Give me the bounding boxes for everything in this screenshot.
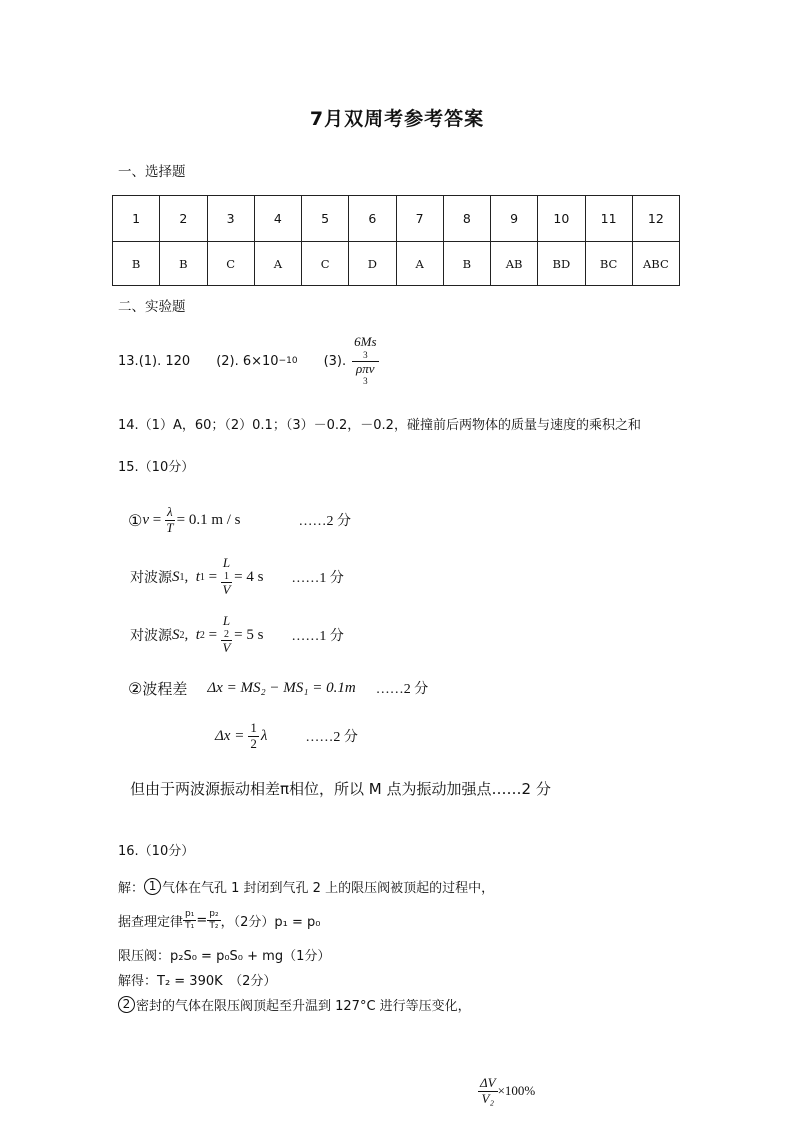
q16-ratio-suffix: ×100%	[497, 1083, 536, 1098]
q16-line2	[118, 903, 320, 937]
q15-s5-num: 1	[250, 719, 257, 735]
table-cell: 12	[632, 196, 679, 242]
q15-s3-points: ……1 分	[291, 629, 344, 644]
q15-s3-den: V	[222, 640, 231, 656]
table-cell: 5	[302, 196, 349, 242]
q15-s2-result: = 4 s	[234, 568, 264, 585]
q16-line3: 限压阀：p₂S₀ = p₀S₀ + mg（1分）	[118, 949, 331, 964]
table-cell: B	[113, 242, 160, 286]
q16-l1-prefix: 解：	[118, 881, 145, 896]
table-cell: 11	[585, 196, 632, 242]
q15-s3-t: t	[195, 626, 200, 643]
q15-s1-num: λ	[166, 503, 173, 519]
q15-s5-lhs: Δx =	[215, 727, 245, 744]
q15-s4-label: 波程差	[142, 679, 188, 698]
table-cell: 1	[113, 196, 160, 242]
q15-s1-result: = 0.1 m / s	[176, 511, 241, 528]
table-cell: 7	[396, 196, 443, 242]
q16-l2-suffix: ，（2分）p₁ = p₀	[220, 914, 321, 930]
q15-s2-points: ……1 分	[291, 571, 344, 586]
q16-l5-text: 密封的气体在限压阀顶起至升温到 127°C 进行等压变化，	[136, 999, 471, 1014]
q15-s3-source: S	[172, 626, 180, 643]
circled-one-marker: ①	[128, 510, 143, 530]
q15-s2-num-sub: 1	[224, 570, 229, 582]
q15-s2-den: V	[222, 582, 231, 598]
question-13	[118, 334, 379, 387]
q16-l2-f2-den: T₂	[209, 920, 219, 931]
q13-label: 13.	[118, 353, 139, 369]
table-cell: A	[396, 242, 443, 286]
q16-l2-f1-den: T₁	[185, 920, 195, 931]
section-experiment-heading: 二、实验题	[118, 299, 186, 315]
q16-l2-prefix: 据查理定律	[118, 914, 184, 930]
q15-conclusion: 但由于两波源振动相差π相位，所以 M 点为振动加强点……2 分	[130, 780, 551, 798]
table-cell: ABC	[632, 242, 679, 286]
q13-frac-den-exponent: 3	[363, 376, 368, 387]
table-cell: 6	[349, 196, 396, 242]
q16-ratio-num: ΔV	[480, 1074, 496, 1090]
table-cell: D	[349, 242, 396, 286]
table-cell: B	[160, 242, 207, 286]
q15-s3-prefix: 对波源	[130, 628, 172, 644]
table-cell: B	[443, 242, 490, 286]
q16-line4: 解得：T₂ = 390K （2分）	[118, 974, 277, 989]
table-cell: 10	[538, 196, 585, 242]
question-16-heading: 16.（10分）	[118, 844, 195, 859]
q13-frac-numerator: 6Ms	[354, 334, 377, 350]
q15-s5-fraction	[248, 721, 259, 752]
table-cell: 4	[254, 196, 301, 242]
table-cell: BC	[585, 242, 632, 286]
q15-s3-result: = 5 s	[234, 626, 264, 643]
table-cell: C	[302, 242, 349, 286]
q13-frac-denominator: ρπv	[356, 360, 375, 376]
q15-s5-points: ……2 分	[305, 730, 358, 745]
q16-l2-fraction-2	[207, 909, 220, 931]
q16-l2-fraction-1	[183, 909, 196, 931]
table-row-numbers	[113, 196, 680, 242]
q16-l2-f1-num: p₁	[185, 909, 195, 920]
q13-frac-num-exponent: 3	[363, 350, 368, 361]
q15-s2-prefix: 对波源	[130, 570, 172, 586]
q16-l2-f2-num: p₂	[209, 909, 219, 920]
q15-s2-t: t	[195, 568, 200, 585]
question-15-heading: 15.（10分）	[118, 460, 195, 475]
table-cell: 3	[207, 196, 254, 242]
q13-part2-exponent: −10	[278, 356, 298, 366]
answer-table	[112, 195, 680, 286]
q16-ratio-fraction	[478, 1076, 498, 1107]
q13-fraction	[352, 335, 378, 387]
q15-step4	[128, 676, 428, 700]
table-cell: 8	[443, 196, 490, 242]
table-cell: A	[254, 242, 301, 286]
q15-s3-num: L	[222, 612, 231, 628]
q16-line5	[118, 995, 471, 1014]
table-cell: C	[207, 242, 254, 286]
q15-step5	[215, 716, 358, 756]
circled-two-marker: ②	[128, 678, 143, 698]
q15-s5-den: 2	[250, 735, 257, 751]
q15-s3-num-sub: 2	[224, 628, 229, 640]
q16-l2-equals: =	[196, 912, 208, 928]
q15-s2-t-sub: 1	[199, 571, 205, 583]
q15-s4-points: ……2 分	[375, 682, 429, 697]
table-cell: 9	[491, 196, 538, 242]
table-cell: 2	[160, 196, 207, 242]
q13-part1: (1). 120	[138, 353, 191, 369]
q15-s3-t-sub: 2	[199, 629, 205, 641]
section-choice-heading: 一、选择题	[118, 164, 186, 180]
table-row-answers	[113, 242, 680, 286]
q15-step2: 对波源 S 1 , t 1 = L 1 V = 4 s ……1 分	[130, 554, 344, 598]
question-14: 14.（1）A，60；（2）0.1；（3）－0.2，－0.2，碰撞前后两物体的质量与速度的乘积之和	[118, 418, 641, 433]
q13-part3: (3).	[323, 353, 347, 369]
q15-s1-points: ……2 分	[298, 514, 352, 529]
q13-part2: (2). 6×10	[216, 353, 279, 369]
table-cell: BD	[538, 242, 585, 286]
q15-step1: ① v = $\frac{\lambda}{T}$ = 0.1 m / s ……2 分	[128, 503, 352, 535]
q15-s3-source-sub: 2	[179, 629, 185, 641]
q15-step3: 对波源 S 2 , t 2 = L 2 V = 5 s ……1 分	[130, 612, 344, 656]
q15-s1-var: v	[142, 511, 150, 528]
page-title: 7月双周考参考答案	[309, 108, 485, 130]
q15-s5-rhs: λ	[260, 727, 268, 744]
q16-ratio-den: V₂	[481, 1090, 495, 1106]
q15-s2-fraction	[221, 556, 232, 598]
q15-s1-den: T	[166, 519, 174, 535]
circled-one-marker: 1	[144, 878, 161, 895]
q16-l1-text: 气体在气孔 1 封闭到气孔 2 上的限压阀被顶起的过程中，	[162, 881, 495, 896]
q15-s2-source: S	[172, 568, 180, 585]
q15-s2-source-sub: 1	[179, 571, 185, 583]
circled-two-marker: 2	[118, 996, 135, 1013]
q16-ratio-expression	[478, 1069, 535, 1113]
q16-line1	[118, 877, 494, 896]
q15-s2-num: L	[222, 554, 231, 570]
q15-s3-fraction	[221, 614, 232, 656]
q15-s1-fraction	[165, 505, 175, 536]
q15-s4-equation: Δx = MS₂ − MS₁ = 0.1m	[207, 679, 356, 696]
table-cell: AB	[491, 242, 538, 286]
